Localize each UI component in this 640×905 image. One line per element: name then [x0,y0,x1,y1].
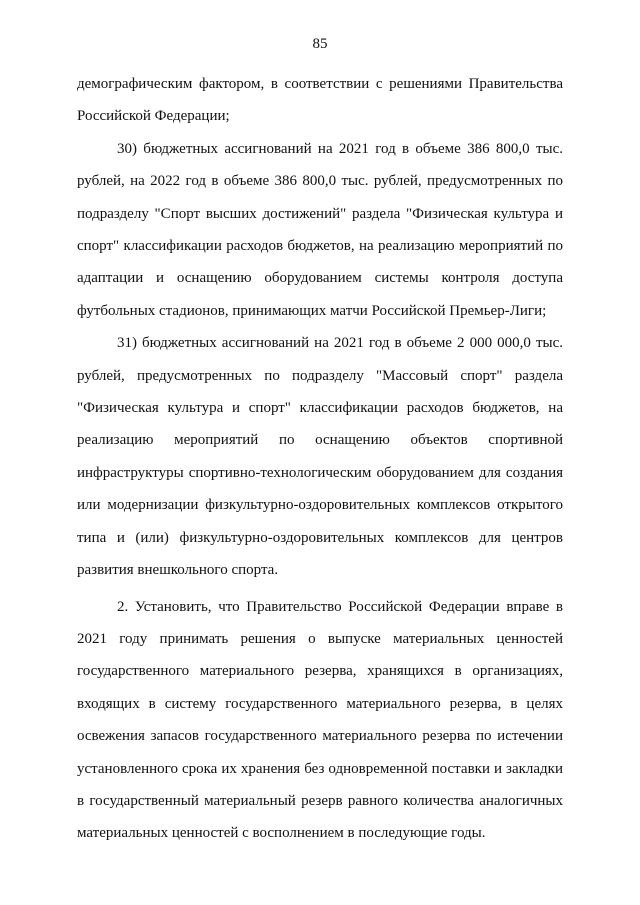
paragraph-item-30: 30) бюджетных ассигнований на 2021 год в объеме 386 800,0 тыс. рублей, на 2022 год в объеме 386 800,0 тыс. рублей, предусмотренных по подразделу "Спорт высших достижений" раздела "Физическая культура и спорт" классификации расходов бюджетов, на реализацию мероприятий по адаптации и оснащению оборудованием системы контроля доступа футбольных стадионов, принимающих матчи Российской Премьер-Лиги; [77,140,563,319]
document-body [77,68,563,850]
paragraph-continuation: демографическим фактором, в соответствии с решениями Правительства Российской Федерации; [77,76,563,125]
page-number: 85 [312,36,328,52]
paragraph-item-31: 31) бюджетных ассигнований на 2021 год в объеме 2 000 000,0 тыс. рублей, предусмотренных по подразделу "Массовый спорт" раздела "Физическая культура и спорт" классификации расходов бюджетов, на реализацию мероприятий по оснащению объектов спортивной инфраструктуры спортивно-технологическим оборудованием для создания или модернизации физкультурно-оздоровительных комплексов открытого типа и (или) физкультурно-оздоровительных комплексов для центров развития внешкольного спорта. [77,335,563,579]
paragraph-section-2: 2. Установить, что Правительство Российской Федерации вправе в 2021 году принимать решения о выпуске материальных ценностей государственного материального резерва, хранящихся в организациях, входящих в систему государственного материального резерва, в целях освежения запасов государственного материального резерва по истечении установленного срока их хранения без одновременной поставки и закладки в государственный материальный резерв равного количества аналогичных материальных ценностей с восполнением в последующие годы. [77,598,563,842]
